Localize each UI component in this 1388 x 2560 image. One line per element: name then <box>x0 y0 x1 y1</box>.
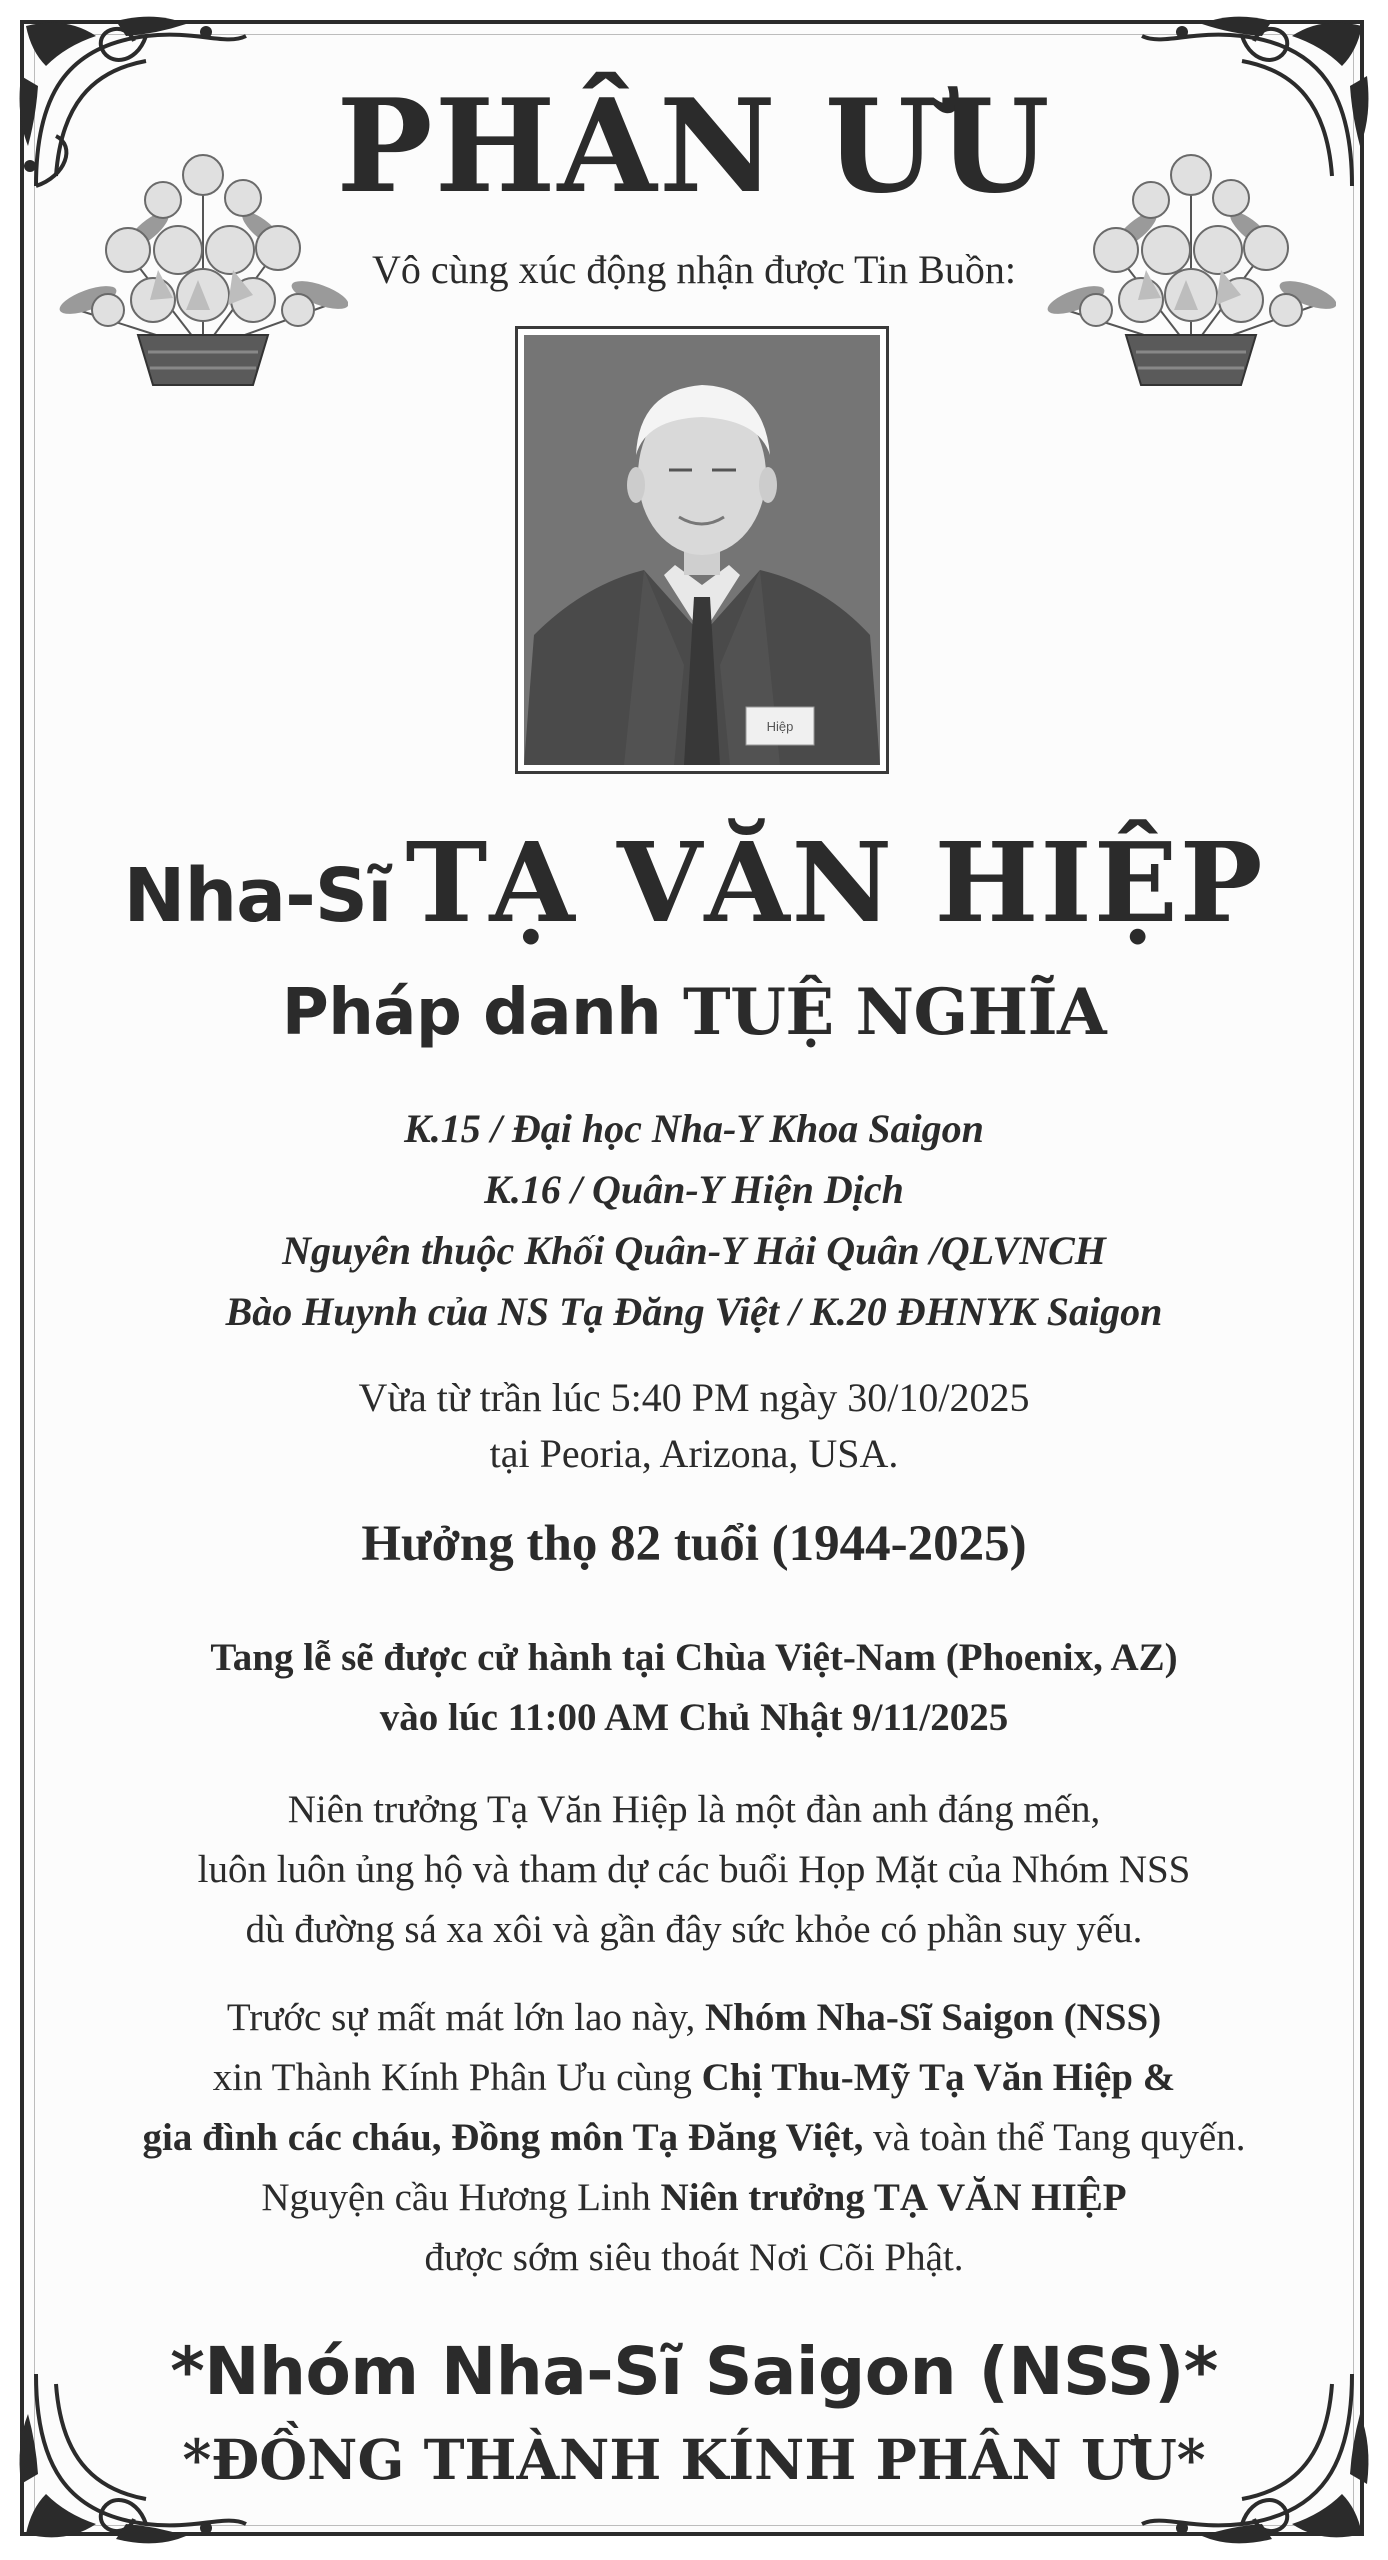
tribute-paragraph <box>0 1780 1388 1960</box>
condolence-line <box>0 1988 1388 2048</box>
announcement-subtitle: Vô cùng xúc động nhận được Tin Buồn: <box>372 247 1016 292</box>
basket <box>138 335 268 385</box>
title-prefix: Nha-Sĩ <box>123 853 392 939</box>
condolence-line <box>0 2048 1388 2108</box>
credential-line: Bào Huynh của NS Tạ Đăng Việt / K.20 ĐHNYK Saigon <box>225 1289 1163 1334</box>
dharma-name-line <box>0 968 1388 1058</box>
dharma-label: Pháp danh <box>281 976 662 1050</box>
condolence-text: Trước sự mất mát lớn lao này, <box>226 1996 705 2039</box>
passing-info <box>0 1370 1388 1482</box>
signature-closing: *ĐỒNG THÀNH KÍNH PHÂN ƯU* <box>182 2427 1206 2492</box>
age-line: Hưởng thọ 82 tuổi (1944-2025) <box>361 1516 1027 1572</box>
condolence-text: và toàn thể Tang quyến. <box>863 2116 1246 2159</box>
condolence-line <box>0 2108 1388 2168</box>
dharma-name: TUỆ NGHĨA <box>682 975 1107 1050</box>
credential-line: Nguyên thuộc Khối Quân-Y Hải Quân /QLVNCH <box>282 1228 1106 1273</box>
credential-line: K.16 / Quân-Y Hiện Dịch <box>484 1167 904 1212</box>
tribute-line: luôn luôn ủng hộ và tham dự các buổi Họp Mặt của Nhóm NSS <box>197 1848 1191 1891</box>
passing-date: Vừa từ trần lúc 5:40 PM ngày 30/10/2025 <box>358 1375 1030 1420</box>
condolence-bold: Chị Thu-Mỹ Tạ Văn Hiệp & <box>701 2056 1176 2099</box>
funeral-info <box>0 1628 1388 1748</box>
condolence-bold: gia đình các cháu, Đồng môn Tạ Đăng Việt, <box>142 2116 864 2159</box>
credential-line: K.15 / Đại học Nha-Y Khoa Saigon <box>404 1106 984 1151</box>
deceased-name: TẠ VĂN HIỆP <box>405 818 1265 947</box>
name-tag-text: Hiệp <box>766 719 794 734</box>
basket <box>1126 335 1256 385</box>
condolence-text: Nguyện cầu Hương Linh <box>261 2176 661 2219</box>
portrait-photo <box>515 326 889 774</box>
condolence-line <box>0 2168 1388 2228</box>
credentials-block <box>0 1098 1388 1342</box>
condolence-bold: Nhóm Nha-Sĩ Saigon (NSS) <box>704 1996 1162 2039</box>
funeral-time: vào lúc 11:00 AM Chủ Nhật 9/11/2025 <box>379 1696 1009 1739</box>
funeral-location: Tang lễ sẽ được cử hành tại Chùa Việt-Nam (Phoenix, AZ) <box>210 1636 1178 1679</box>
condolence-bold: Niên trưởng TẠ VĂN HIỆP <box>660 2176 1127 2219</box>
tribute-line: Niên trưởng Tạ Văn Hiệp là một đàn anh đáng mến, <box>287 1788 1101 1831</box>
condolence-paragraph <box>0 1988 1388 2288</box>
tribute-line: dù đường sá xa xôi và gần đây sức khỏe có phần suy yếu. <box>245 1908 1143 1951</box>
passing-place: tại Peoria, Arizona, USA. <box>489 1431 899 1476</box>
page-title: PHÂN ƯU <box>336 72 1052 222</box>
deceased-name-line <box>0 818 1388 982</box>
condolence-line: được sớm siêu thoát Nơi Cõi Phật. <box>424 2236 964 2279</box>
condolence-text: xin Thành Kính Phân Ưu cùng <box>212 2056 702 2099</box>
signature-group: *Nhóm Nha-Sĩ Saigon (NSS)* <box>170 2333 1218 2410</box>
